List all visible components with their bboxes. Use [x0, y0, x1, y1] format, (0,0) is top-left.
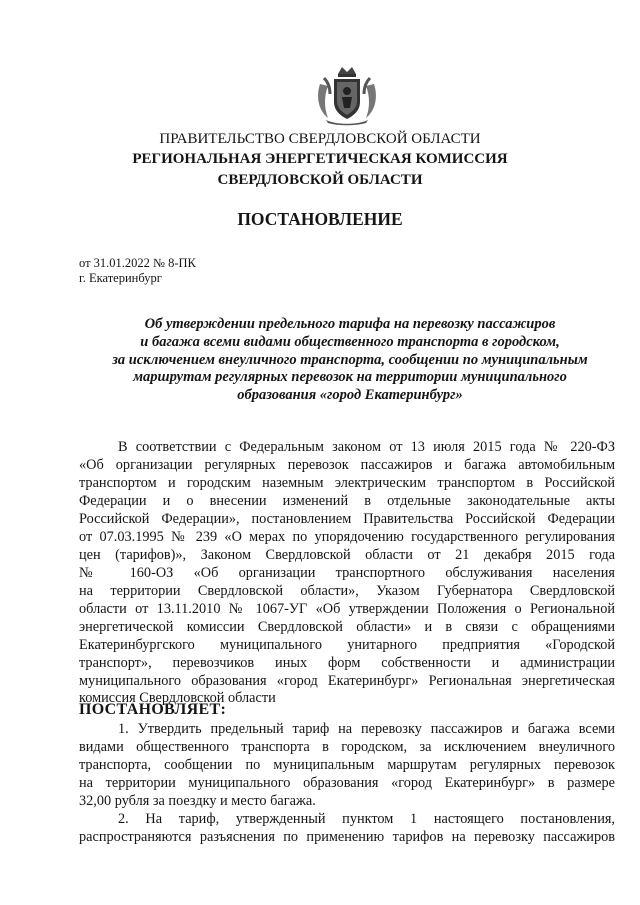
preamble-line: В соответствии с Федеральным законом от 13 июля 2015 года № 220-ФЗ — [118, 439, 615, 455]
item1-line: 1. Утвердить предельный тариф на перевозку пассажиров и багажа всеми — [118, 721, 615, 737]
preamble-line: Российской Федерации», постановлением Правительства Российской Федерации — [79, 511, 615, 527]
document-city: г. Екатеринбург — [79, 271, 162, 285]
subject-line: Об утверждении предельного тарифа на перевозку пассажиров — [144, 316, 556, 332]
preamble-line: Екатеринбургского муниципального унитарного предприятия «Городской — [79, 637, 615, 653]
item1-line: 32,00 рубля за поездку и место багажа. — [79, 793, 316, 809]
header-commission: РЕГИОНАЛЬНАЯ ЭНЕРГЕТИЧЕСКАЯ КОМИССИЯ — [132, 151, 508, 167]
document-date-number: от 31.01.2022 № 8-ПК — [79, 256, 196, 270]
header-region: СВЕРДЛОВСКОЙ ОБЛАСТИ — [217, 172, 423, 188]
item2-line: распространяются разъяснения по применению тарифов на перевозку пассажиров — [79, 829, 615, 845]
document-subject — [80, 316, 620, 405]
preamble-line: «Об организации регулярных перевозок пассажиров и багажа автомобильным — [79, 457, 615, 473]
preamble-line: Федерации и о внесении изменений в отдельные законодательные акты — [79, 493, 615, 509]
decree-word: ПОСТАНОВЛЯЕТ: — [79, 701, 227, 718]
preamble-line: муниципального образования «город Екатеринбург» Региональная энергетическая — [79, 673, 615, 689]
preamble-line: комиссия Свердловской области — [79, 690, 276, 706]
preamble-line: № 160-ОЗ «Об организации транспортного обслуживания населения — [79, 565, 615, 581]
preamble-line: на территории Свердловской области», Указом Губернатора Свердловской — [79, 583, 615, 599]
preamble-line: области от 13.11.2010 № 1067-УГ «Об утверждении Положения о Региональной — [79, 601, 615, 617]
preamble-line: транспортом и городским наземным электрическим транспортом в Российской — [79, 475, 615, 491]
document-type-title: ПОСТАНОВЛЕНИЕ — [237, 209, 403, 229]
subject-line: и багажа всеми видами общественного транспорта в городском, — [140, 333, 560, 350]
item1-line: на территории муниципального образования «город Екатеринбург» в размере — [79, 775, 615, 791]
subject-line: за исключением внеуличного транспорта, сообщении по муниципальным — [112, 351, 588, 368]
preamble-line: транспорт», перевозчиков иных форм собственности и администрации — [79, 655, 615, 671]
coat-of-arms-emblem — [314, 64, 380, 126]
subject-line: маршрутам регулярных перевозок на территории муниципального — [133, 369, 567, 386]
preamble-line: энергетической комиссии Свердловской области» и в связи с обращениями — [79, 619, 615, 635]
subject-line: образования «город Екатеринбург» — [237, 387, 463, 404]
item1-line: транспорта, сообщении по муниципальным маршрутам регулярных перевозок — [79, 757, 615, 773]
header-government: ПРАВИТЕЛЬСТВО СВЕРДЛОВСКОЙ ОБЛАСТИ — [159, 131, 481, 147]
preamble-line: от 07.03.1995 № 239 «О мерах по упорядочению государственного регулирования — [79, 529, 615, 545]
item2-line: 2. На тариф, утвержденный пунктом 1 настоящего постановления, — [118, 811, 615, 827]
item1-line: видами общественного транспорта в городском, за исключением внеуличного — [79, 739, 615, 755]
preamble-line: цен (тарифов)», Законом Свердловской области от 21 декабря 2015 года — [79, 547, 615, 563]
